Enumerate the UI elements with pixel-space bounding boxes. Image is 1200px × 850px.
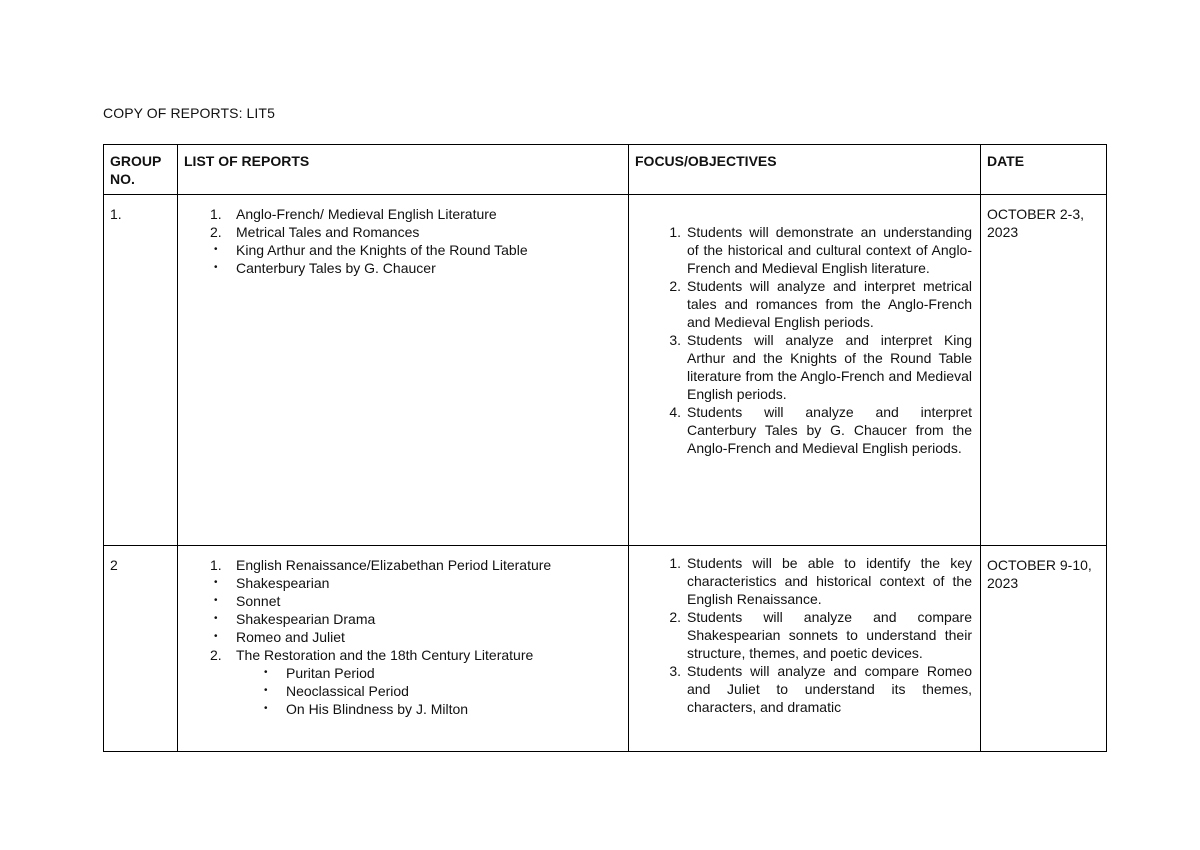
focus-objectives-cell (629, 546, 981, 752)
list-item (178, 241, 622, 259)
bullet-icon: • (214, 631, 218, 642)
list-item-text: Romeo and Juliet (236, 629, 345, 645)
list-marker: 2. (210, 224, 222, 240)
group-number-cell: 2 (104, 546, 178, 752)
list-marker: 1. (210, 557, 222, 573)
objective-text: Students will analyze and compare Romeo and Juliet to understand its themes, characters, and dramatic (687, 663, 972, 715)
list-item (178, 592, 622, 610)
objective-marker: 1. (669, 224, 681, 240)
list-item-text: English Renaissance/Elizabethan Period Literature (236, 557, 552, 573)
table-row (104, 546, 1107, 752)
list-item-text: Puritan Period (286, 665, 375, 681)
list-item (178, 610, 622, 628)
list-marker: 2. (210, 647, 222, 663)
list-item-text: On His Blindness by J. Milton (286, 701, 469, 717)
list-item-text: Shakespearian (236, 575, 330, 591)
list-item (178, 556, 622, 574)
objective-marker: 3. (669, 663, 681, 679)
bullet-icon: • (264, 667, 268, 678)
list-item (178, 574, 622, 592)
report-list-cell (178, 195, 629, 546)
bullet-icon: • (214, 577, 218, 588)
objective-marker: 2. (669, 278, 681, 294)
objectives-list (629, 195, 972, 457)
objective-marker: 3. (669, 332, 681, 348)
objective-marker: 1. (669, 555, 681, 571)
header-group-no: GROUP NO. (104, 145, 178, 195)
reports-table (103, 144, 1107, 752)
list-item (178, 646, 622, 664)
list-item-text: Anglo-French/ Medieval English Literature (236, 206, 497, 222)
objective-item (629, 223, 972, 277)
group-number-cell: 1. (104, 195, 178, 546)
objectives-list (629, 546, 972, 716)
list-item-text: Shakespearian Drama (236, 611, 376, 627)
objective-item (629, 608, 972, 662)
bullet-icon: • (214, 613, 218, 624)
objective-item (629, 403, 972, 457)
list-item (178, 664, 622, 682)
header-date: DATE (981, 145, 1107, 195)
list-item-text: Metrical Tales and Romances (236, 224, 420, 240)
list-item-text: King Arthur and the Knights of the Round Table (236, 242, 528, 258)
bullet-icon: • (264, 685, 268, 696)
list-item (178, 628, 622, 646)
objective-text: Students will analyze and interpret metrical tales and romances from the Anglo-French and Medieval English periods. (687, 278, 972, 330)
list-item (178, 700, 622, 718)
objective-text: Students will analyze and interpret King Arthur and the Knights of the Round Table literature from the Anglo-French and Medieval English periods. (687, 332, 972, 402)
bullet-icon: • (214, 244, 218, 255)
objective-marker: 4. (669, 404, 681, 420)
list-item-text: The Restoration and the 18th Century Literature (236, 647, 534, 663)
objective-text: Students will analyze and interpret Canterbury Tales by G. Chaucer from the Anglo-French and Medieval English periods. (687, 404, 972, 456)
list-item-text: Neoclassical Period (286, 683, 409, 699)
bullet-icon: • (264, 703, 268, 714)
date-cell: OCTOBER 9-10, 2023 (981, 546, 1107, 752)
report-list-cell (178, 546, 629, 752)
date-cell: OCTOBER 2-3, 2023 (981, 195, 1107, 546)
objective-item (629, 662, 972, 716)
header-focus-objectives: FOCUS/OBJECTIVES (629, 145, 981, 195)
document-title: COPY OF REPORTS: LIT5 (103, 105, 275, 121)
table-header-row (104, 145, 1107, 195)
list-item (178, 259, 622, 277)
list-item (178, 682, 622, 700)
objective-text: Students will be able to identify the key characteristics and historical context of the English Renaissance. (687, 555, 972, 607)
objective-item (629, 554, 972, 608)
objective-marker: 2. (669, 609, 681, 625)
list-item-text: Canterbury Tales by G. Chaucer (236, 260, 436, 276)
list-marker: 1. (210, 206, 222, 222)
header-list-of-reports: LIST OF REPORTS (178, 145, 629, 195)
objective-text: Students will demonstrate an understanding of the historical and cultural context of Anglo-French and Medieval English literature. (687, 224, 972, 276)
list-item-text: Sonnet (236, 593, 281, 609)
bullet-icon: • (214, 595, 218, 606)
list-item (178, 205, 622, 223)
report-list (178, 205, 622, 277)
objective-item (629, 277, 972, 331)
focus-objectives-cell (629, 195, 981, 546)
objective-item (629, 331, 972, 403)
table-row (104, 195, 1107, 546)
bullet-icon: • (214, 262, 218, 273)
report-list (178, 556, 622, 718)
list-item (178, 223, 622, 241)
objective-text: Students will analyze and compare Shakespearian sonnets to understand their structure, themes, and poetic devices. (687, 609, 972, 661)
